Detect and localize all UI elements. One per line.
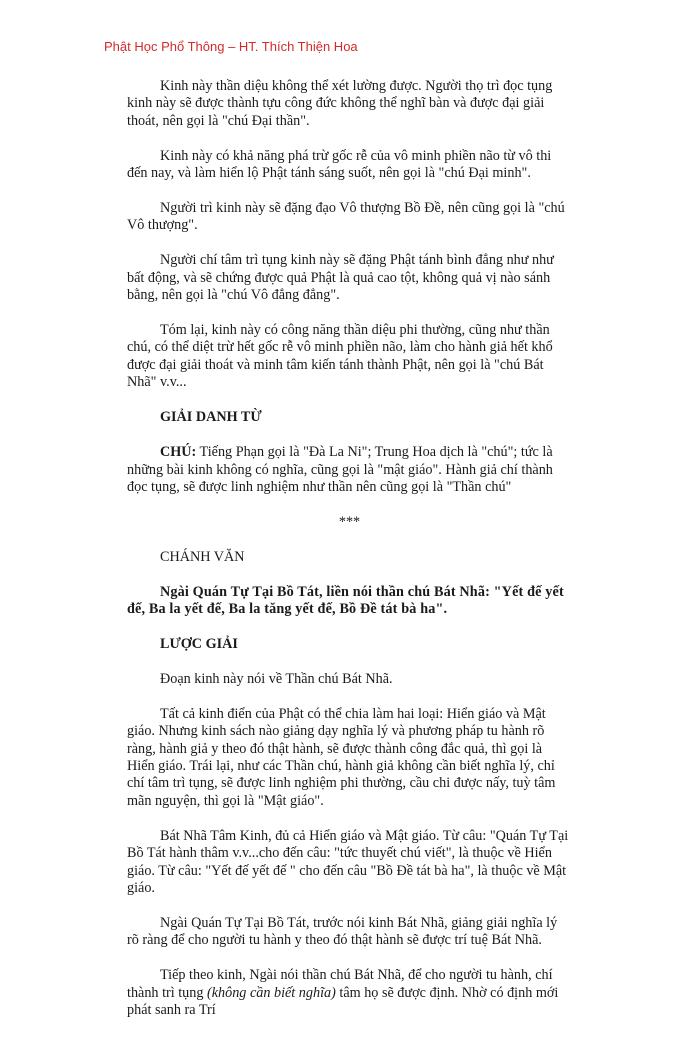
section-separator: *** [338, 513, 361, 530]
paragraph-summary: Tóm lại, kinh này có công năng thần diệu phi thường, cũng như thần chú, có thể diệt trừ hết gốc rễ vô minh phiền não, làm cho hành giả hết khổ được đại giải thoát và minh tâm kiến tánh thành Phật, nên gọi là "chú Bát Nhã" v.v... [127, 322, 553, 391]
glossary-entry [127, 444, 572, 496]
commentary-text: tâm họ sẽ được định. Nhờ có định mới phát sanh ra Trí [127, 984, 559, 1018]
commentary-paragraph-5 [127, 967, 572, 1019]
paragraph-vo-dang-dang: Người chí tâm trì tụng kinh này sẽ đặng Phật tánh bình đẳng như như bất động, và sẽ chứng được quả Phật là quả cao tột, không quả vị nào sánh bằng, nên gọi là "chú Vô đẳng đẳng". [127, 252, 554, 304]
commentary-paragraph-1: Đoạn kinh này nói về Thần chú Bát Nhã. [160, 670, 393, 687]
glossary-term: CHÚ: [160, 444, 197, 461]
commentary-text: Tiếp theo kinh, Ngài nói thần chú Bát Nhã, để cho người tu hành, chí thành trì tụng [127, 967, 553, 1001]
paragraph-vo-thuong: Người trì kinh này sẽ đặng đạo Vô thượng Bồ Đề, nên cũng gọi là "chú Vô thượng". [127, 200, 565, 234]
glossary-definition: Tiếng Phạn gọi là "Đà La Ni"; Trung Hoa dịch là "chú"; tức là những bài kinh không có nghĩa, cũng gọi là "mật giáo". Hành giả chí thành đọc tụng, sẽ được linh nghiệm như thần nên cũng gọi là "Thần chú" [127, 444, 553, 495]
paragraph-dai-than: Kinh này thần diệu không thể xét lường được. Người thọ trì đọc tụng kinh này sẽ được thành tựu công đức không thể nghĩ bàn và được đại giải thoát, nên gọi là "chú Đại thần". [127, 78, 553, 129]
commentary-paragraph-2: Tất cả kinh điển của Phật có thể chia làm hai loại: Hiển giáo và Mật giáo. Nhưng kinh sách nào giảng dạy nghĩa lý và phương pháp tu hành rõ ràng, hành giả y theo đó thật hành, sẽ được thành công đắc quả, thì gọi là Hiển giáo. Trái lại, như các Thần chú, hành giả không cần biết nghĩa lý, chỉ chí tâm trì tụng, sẽ được linh nghiệm phi thường, cầu chi được nấy, tuỳ tâm mãn nguyện, thì gọi là "Mật giáo". [127, 705, 556, 809]
italic-note: (không cần biết nghĩa) [207, 984, 336, 1001]
main-text-heading: CHÁNH VĂN [160, 548, 245, 565]
commentary-paragraph-3: Bát Nhã Tâm Kinh, đủ cả Hiển giáo và Mật giáo. Từ câu: "Quán Tự Tại Bồ Tát hành thâm v.v...cho đến câu: "tức thuyết chú viết", là thuộc về Hiển giáo. Từ câu: "Yết đế yết đế " cho đến câu "Bồ Đề tát bà ha", là thuộc về Mật giáo. [127, 827, 569, 896]
paragraph-dai-minh: Kinh này có khả năng phá trừ gốc rễ của vô minh phiền não từ vô thi đến nay, và làm hiển lộ Phật tánh sáng suốt, nên gọi là "chú Đại minh". [127, 147, 552, 182]
main-text-verse: Ngài Quán Tự Tại Bồ Tát, liền nói thần chú Bát Nhã: "Yết đế yết đế, Ba la yết đế, Ba la tăng yết đế, Bồ Đề tát bà ha". [127, 583, 564, 618]
commentary-heading: LƯỢC GIẢI [160, 635, 238, 652]
running-header: Phật Học Phổ Thông – HT. Thích Thiện Hoa [104, 39, 358, 54]
glossary-heading: GIẢI DANH TỪ [160, 409, 262, 426]
document-body [127, 78, 572, 1037]
commentary-paragraph-4: Ngài Quán Tự Tại Bồ Tát, trước nói kinh Bát Nhã, giảng giải nghĩa lý rõ ràng để cho người tu hành y theo đó thật hành sẽ được trí tuệ Bát Nhã. [127, 914, 558, 949]
